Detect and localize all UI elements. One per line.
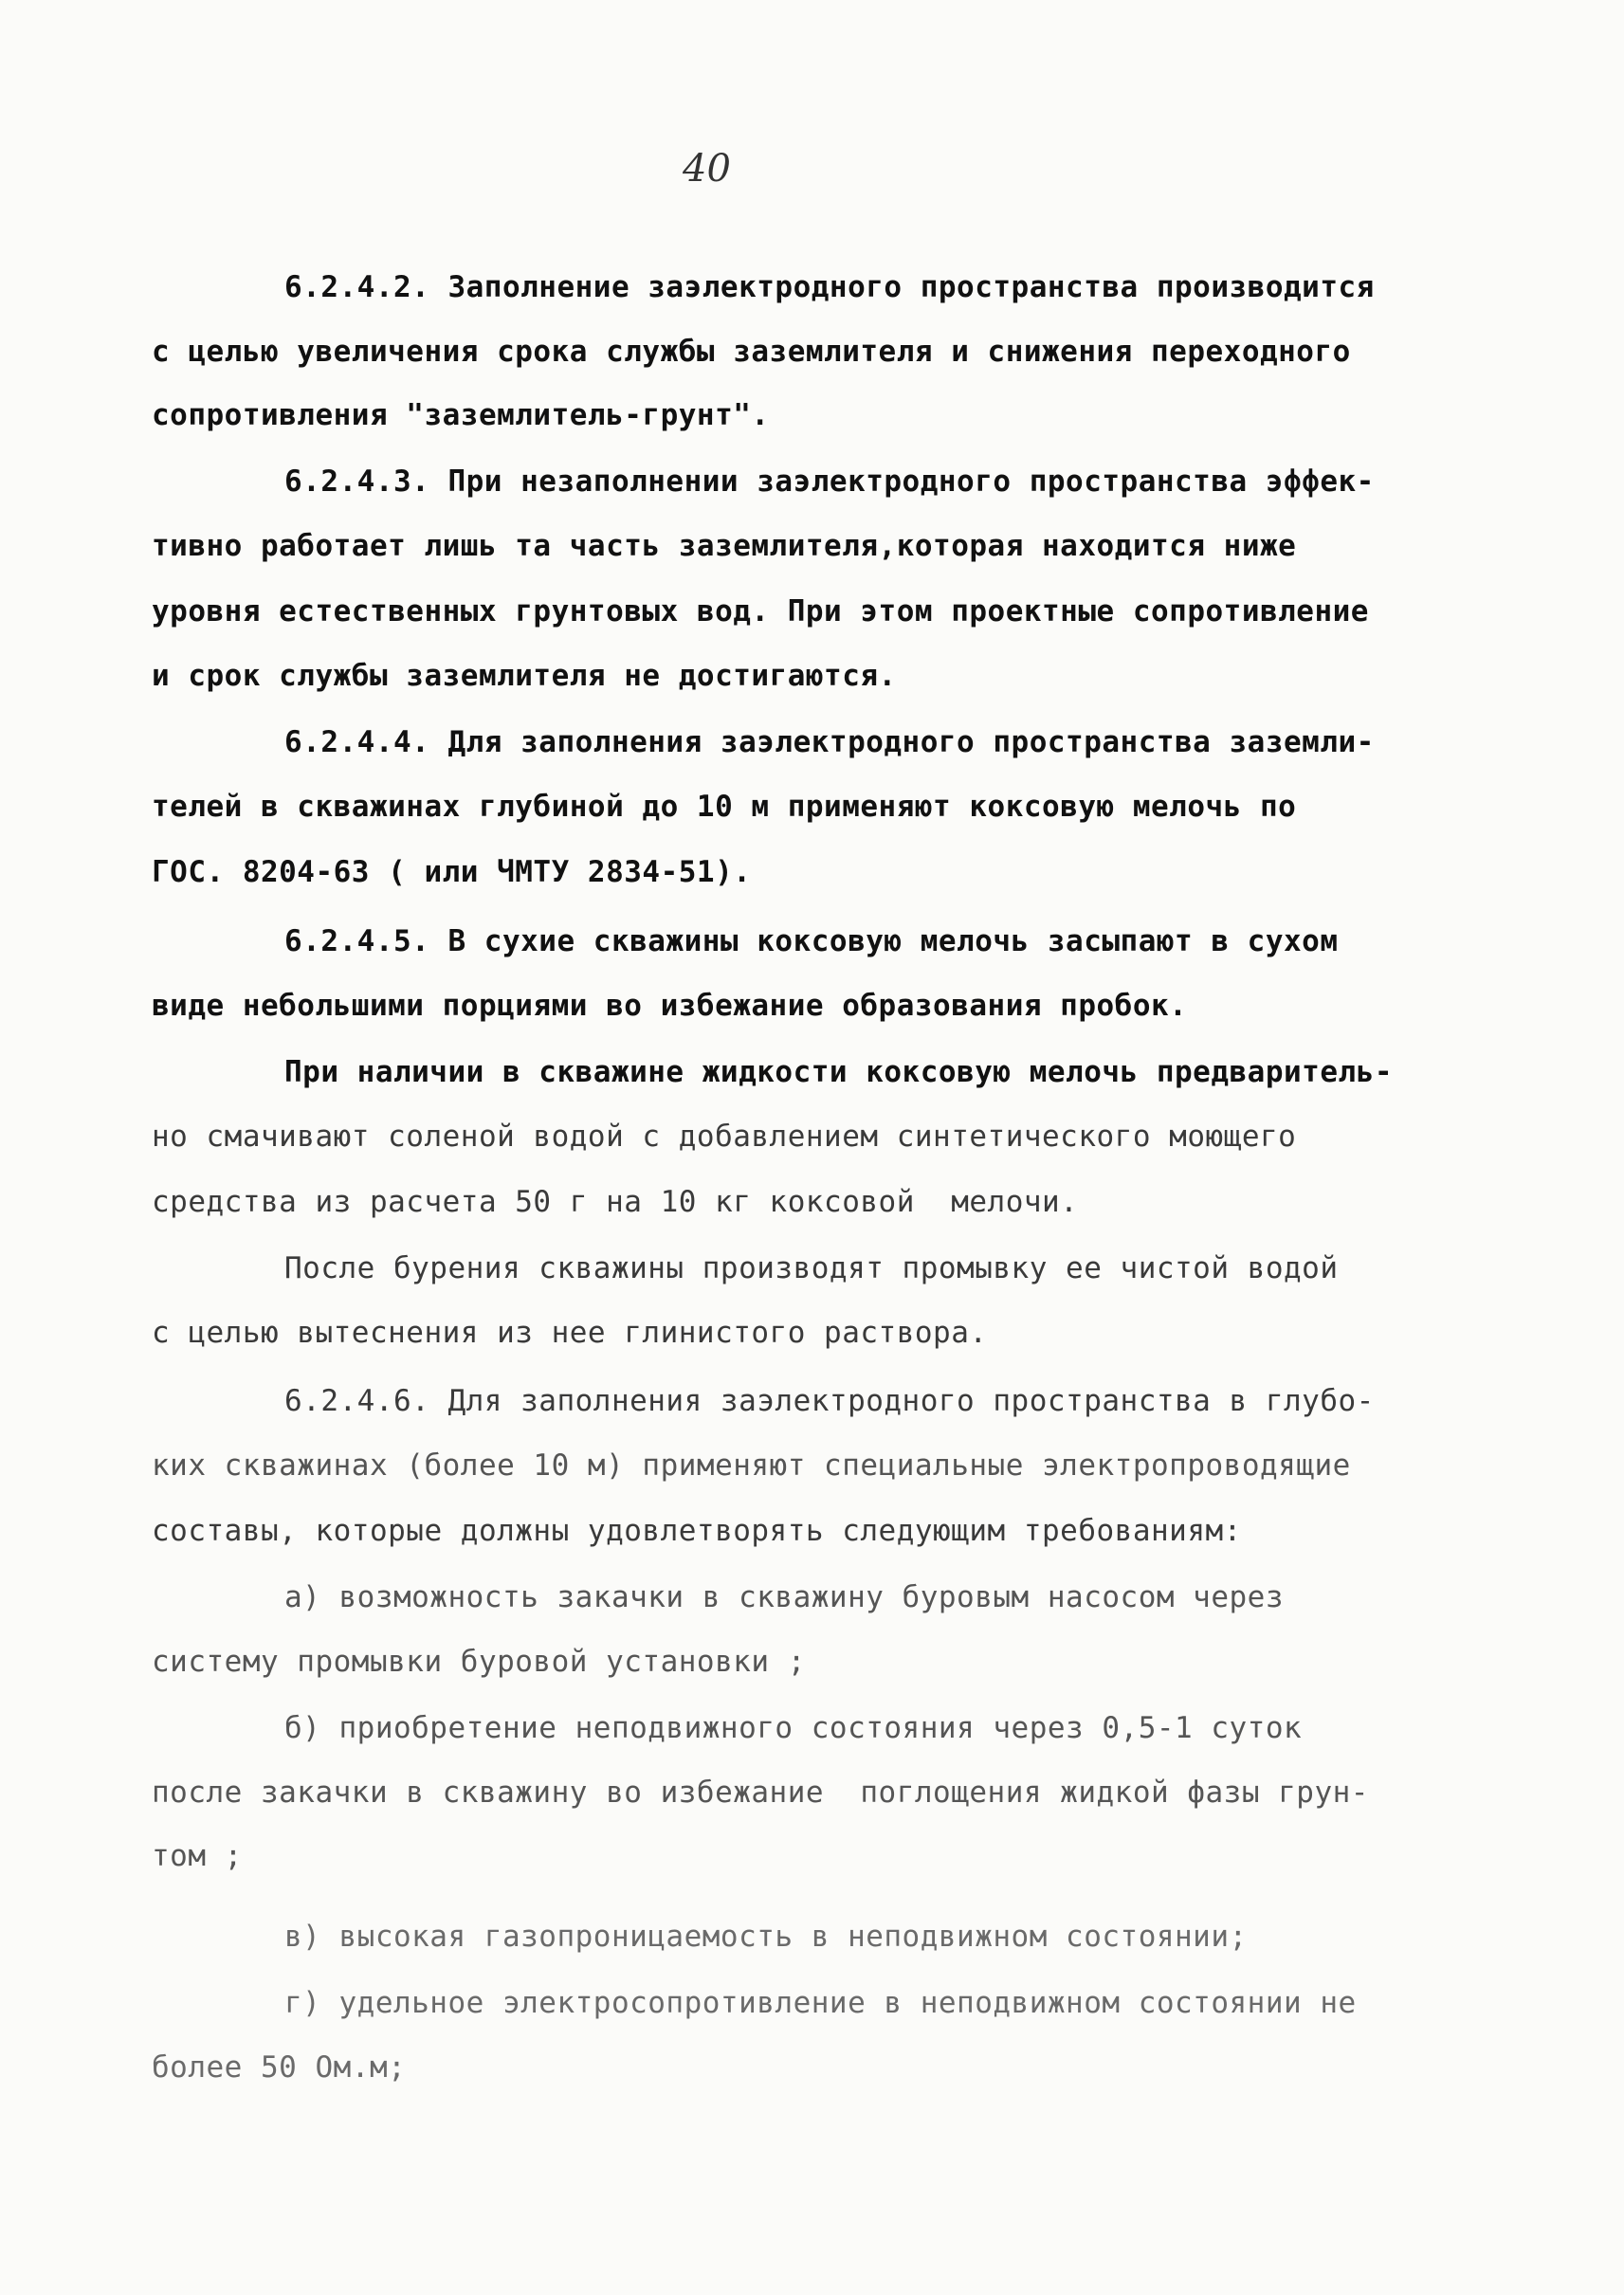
paragraph-line: с целью вытеснения из нее глинистого раствора.: [152, 1316, 988, 1350]
list-item-b-cont: том ;: [152, 1839, 243, 1873]
paragraph-line: средства из расчета 50 г на 10 кг коксовой мелочи.: [152, 1185, 1079, 1219]
paragraph-line: 6.2.4.4. Для заполнения заэлектродного пространства заземли-: [284, 725, 1375, 759]
paragraph-line: 6.2.4.5. В сухие скважины коксовую мелочь засыпают в сухом: [284, 924, 1339, 958]
page-number: 40: [683, 147, 731, 191]
list-item-b: б) приобретение неподвижного состояния через 0,5-1 суток: [284, 1711, 1303, 1745]
paragraph-line: ГОС. 8204-63 ( или ЧМТУ 2834-51).: [152, 855, 752, 889]
paragraph-line: сопротивления "заземлитель-грунт".: [152, 398, 770, 432]
paragraph-line: виде небольшими порциями во избежание образования пробок.: [152, 989, 1188, 1023]
paragraph-line: тивно работает лишь та часть заземлителя,которая находится ниже: [152, 529, 1297, 563]
paragraph-line: уровня естественных грунтовых вод. При этом проектные сопротивление: [152, 594, 1369, 628]
paragraph-line: составы, которые должны удовлетворять следующим требованиям:: [152, 1514, 1242, 1548]
list-item-b-cont: после закачки в скважину во избежание поглощения жидкой фазы грун-: [152, 1776, 1369, 1810]
paragraph-line: 6.2.4.2. Заполнение заэлектродного пространства производится: [284, 270, 1375, 304]
paragraph-line: ких скважинах (более 10 м) применяют специальные электропроводящие: [152, 1448, 1351, 1483]
paragraph-line: 6.2.4.6. Для заполнения заэлектродного пространства в глубо-: [284, 1384, 1375, 1418]
paragraph-line: телей в скважинах глубиной до 10 м применяют коксовую мелочь по: [152, 790, 1297, 824]
paragraph-line: При наличии в скважине жидкости коксовую мелочь предваритель-: [284, 1055, 1393, 1089]
list-item-a: а) возможность закачки в скважину буровым насосом через: [284, 1580, 1284, 1614]
paragraph-line: и срок службы заземлителя не достигаются.: [152, 659, 897, 693]
paragraph-line: После бурения скважины производят промывку ее чистой водой: [284, 1251, 1339, 1285]
list-item-g-cont: более 50 Ом.м;: [152, 2050, 407, 2085]
list-item-v: в) высокая газопроницаемость в неподвижном состоянии;: [284, 1920, 1248, 1954]
paragraph-line: но смачивают соленой водой с добавлением синтетического моющего: [152, 1120, 1297, 1154]
paragraph-line: 6.2.4.3. При незаполнении заэлектродного пространства эффек-: [284, 464, 1375, 499]
list-item-g: г) удельное электросопротивление в неподвижном состоянии не: [284, 1986, 1357, 2020]
list-item-a-cont: систему промывки буровой установки ;: [152, 1645, 806, 1679]
paragraph-line: с целью увеличения срока службы заземлителя и снижения переходного: [152, 335, 1351, 369]
